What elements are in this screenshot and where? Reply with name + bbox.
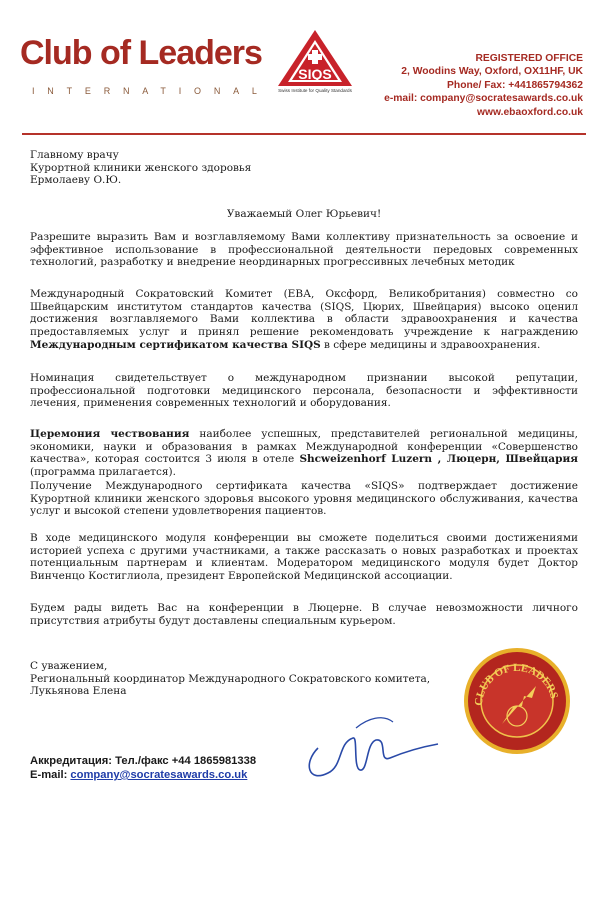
- recipient-line-2: Курортной клиники женского здоровья: [30, 161, 252, 174]
- logo-subtitle: INTERNATIONAL: [32, 86, 270, 96]
- accreditation-phone: Аккредитация: Тел./факс +44 1865981338: [30, 755, 257, 767]
- office-address: 2, Woodins Way, Oxford, OX11HF, UK: [401, 66, 583, 78]
- registered-office-block: [343, 52, 583, 119]
- paragraph-4: [30, 428, 578, 479]
- paragraph-7: Будем рады видеть Вас на конференции в Люцерне. В случае невозможности личного присутствия атрибуты будут доставлены специальным курьером.: [30, 602, 578, 627]
- closing-line-2: Региональный координатор Международного Сократовского комитета,: [30, 672, 431, 685]
- accreditation-block: [30, 754, 578, 782]
- paragraph-4-text-1: наиболее успешных, представителей региональной медицины, экономики, науки и образования в рамках Международной конференции «Совершенство качества», которая состоится 3 июля в отеле: [30, 428, 578, 466]
- accreditation-email-link[interactable]: company@socratesawards.co.uk: [70, 769, 248, 781]
- registered-office-title: REGISTERED OFFICE: [475, 53, 583, 64]
- club-of-leaders-seal: [462, 646, 572, 756]
- paragraph-5: Получение Международного сертификата качества «SIQS» подтверждает достижение Курортной клиники женского здоровья высокого уровня медицинского обслуживания, качества услуг и высокой степени удовлетворения пациентов.: [30, 480, 578, 518]
- paragraph-3: Номинация свидетельствует о международном признании высокой репутации, профессиональной подготовки медицинского персонала, безопасности и эффективности лечения, применения современных технологий и оборудования.: [30, 372, 578, 410]
- closing-line-1: С уважением,: [30, 660, 108, 672]
- seal-text: CLUB OF LEADERS: [472, 661, 561, 707]
- paragraph-2-text: Международный Сократовский Комитет (ЕВА, Оксфорд, Великобритания) совместно со Швейцарским институтом стандартов качества (SIQS, Цюрих, Швейцария) высоко оценил достижения возглавляемого Вами коллектива в области здравоохранения и качества предоставляемых услуг и принял решение рекомендовать учреждение к награждению: [30, 288, 578, 339]
- header-divider: [22, 133, 586, 135]
- club-of-leaders-logo: [20, 34, 270, 104]
- paragraph-4-text-2: (программа прилагается).: [30, 466, 176, 479]
- paragraph-6: В ходе медицинского модуля конференции вы сможете поделиться своими достижениями историей успеха с другими участниками, а также рассказать о новых разработках и проектах потенциальным партнерам и клиентам. Модератором медицинского модуля будет Доктор Винченцо Костиглиола, президент Европейской Медицинской ассоциации.: [30, 532, 578, 583]
- greeting: Уважаемый Олег Юрьевич!: [226, 208, 382, 220]
- siqs-label: SIQS: [298, 66, 332, 82]
- accreditation-email-label: E-mail:: [30, 769, 71, 781]
- logo-text: Club of Leaders: [20, 34, 262, 72]
- recipient-line-3: Ермолаеву О.Ю.: [30, 174, 122, 187]
- paragraph-2: [30, 288, 578, 352]
- seal-icon: [462, 646, 572, 756]
- paragraph-4-bold-1: Церемония чествования: [30, 428, 190, 440]
- recipient-block: [30, 149, 578, 187]
- office-phone: Phone/ Fax: +441865794362: [447, 79, 583, 91]
- accreditation-email-line: [30, 768, 578, 782]
- recipient-line-1: Главному врачу: [30, 149, 119, 161]
- paragraph-4-bold-2: Shcweizenhorf Luzern , Люцерн, Швейцария: [299, 453, 578, 466]
- paragraph-1: Разрешите выразить Вам и возглавляемому Вами коллективу признательность за освоение и эффективное использование в профессиональной деятельности передовых современных технологий, разработку и внедрение неординарных прогрессивных лечебных методик: [30, 231, 578, 269]
- paragraph-2-bold: Международным сертификатом качества SIQS: [30, 338, 321, 351]
- office-website[interactable]: www.ebaoxford.co.uk: [476, 106, 583, 118]
- paragraph-2-tail: в сфере медицины и здравоохранения.: [320, 338, 541, 351]
- closing-line-3: Лукьянова Елена: [30, 685, 127, 698]
- siqs-caption: Swiss Institute for Quality Standards: [278, 88, 352, 93]
- office-email[interactable]: e-mail: company@socratesawards.co.uk: [384, 93, 583, 105]
